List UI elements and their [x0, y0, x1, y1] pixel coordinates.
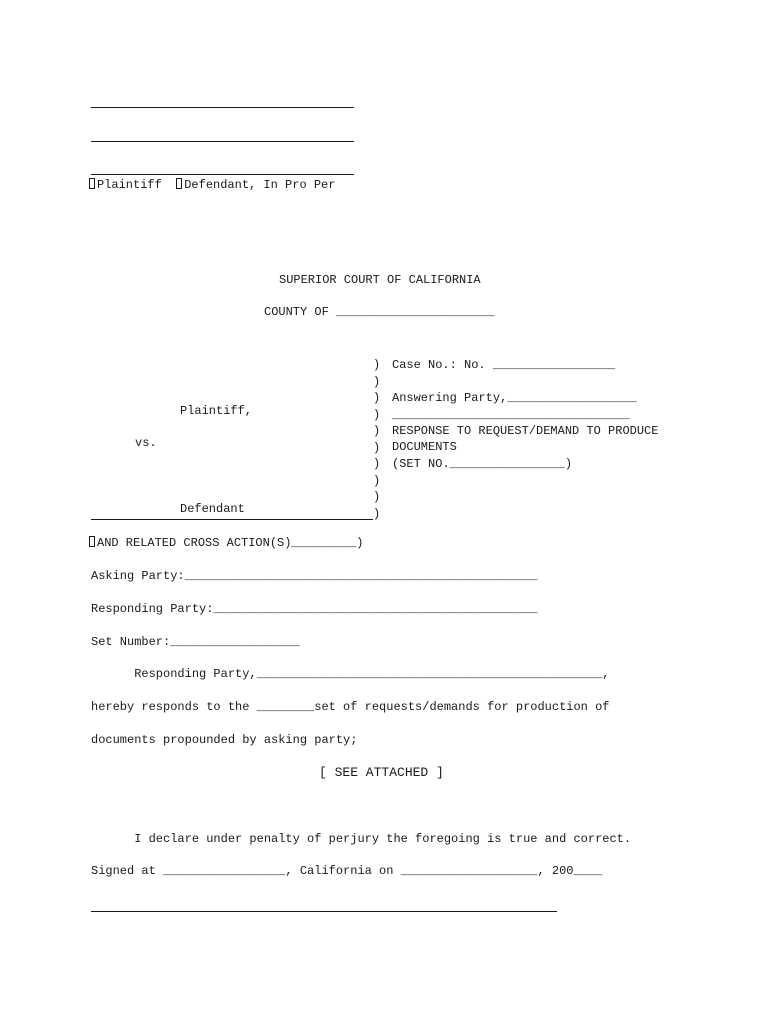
header-blank-line-3[interactable] [91, 174, 354, 175]
paren: ) [373, 358, 381, 372]
header-blank-line-2[interactable] [91, 141, 354, 142]
document-title-line-1: RESPONSE TO REQUEST/DEMAND TO PRODUCE [392, 424, 659, 438]
body-line-2: hereby responds to the ________set of requests/demands for production of [91, 700, 610, 714]
plaintiff-checkbox[interactable] [89, 178, 95, 189]
caption-plaintiff: Plaintiff, [180, 404, 253, 418]
responding-party-field[interactable]: Responding Party:_____________________________________________ [91, 602, 538, 616]
caption-paren-column [373, 358, 380, 523]
paren: ) [373, 424, 381, 438]
cross-action-label: AND RELATED CROSS ACTION(S)_________) [97, 536, 364, 550]
paren: ) [373, 391, 381, 405]
paren: ) [373, 490, 381, 504]
county-line: COUNTY OF ______________________ [264, 305, 495, 319]
paren: ) [373, 506, 381, 521]
paren: ) [373, 473, 381, 488]
paren: ) [373, 374, 381, 389]
see-attached-label: [ SEE ATTACHED ] [319, 765, 444, 780]
court-name: SUPERIOR COURT OF CALIFORNIA [279, 273, 481, 287]
body-line-1: Responding Party,________________________________________________, [91, 667, 610, 681]
asking-party-field[interactable]: Asking Party:_________________________________________________ [91, 569, 538, 583]
declaration-line: I declare under penalty of perjury the foregoing is true and correct. [91, 832, 632, 846]
answering-party-field[interactable]: Answering Party,__________________ [392, 391, 637, 405]
paren: ) [373, 440, 381, 455]
document-title-line-2: DOCUMENTS [392, 440, 457, 454]
set-number-caption[interactable]: (SET NO.________________) [392, 457, 573, 471]
signature-line[interactable] [91, 911, 557, 912]
defendant-checkbox[interactable] [176, 178, 182, 189]
signed-at-line[interactable]: Signed at _________________, California on ___________________, 200____ [91, 864, 603, 878]
paren: ) [373, 407, 381, 422]
body-line-3: documents propounded by asking party; [91, 733, 358, 747]
cross-action-line [89, 536, 363, 550]
paren: ) [373, 457, 381, 471]
party-choice-line [89, 178, 335, 192]
header-blank-line-1[interactable] [91, 107, 354, 108]
caption-vs: vs. [135, 436, 157, 450]
plaintiff-option-label: Plaintiff [97, 178, 177, 192]
caption-defendant: Defendant [180, 502, 245, 516]
caption-bottom-rule [91, 519, 373, 520]
case-number-field[interactable]: Case No.: No. _________________ [392, 358, 616, 372]
cross-action-checkbox[interactable] [89, 536, 95, 547]
set-number-field[interactable]: Set Number:__________________ [91, 635, 300, 649]
defendant-option-label: Defendant, In Pro Per [184, 178, 336, 192]
answering-party-line[interactable]: _________________________________ [392, 408, 630, 422]
